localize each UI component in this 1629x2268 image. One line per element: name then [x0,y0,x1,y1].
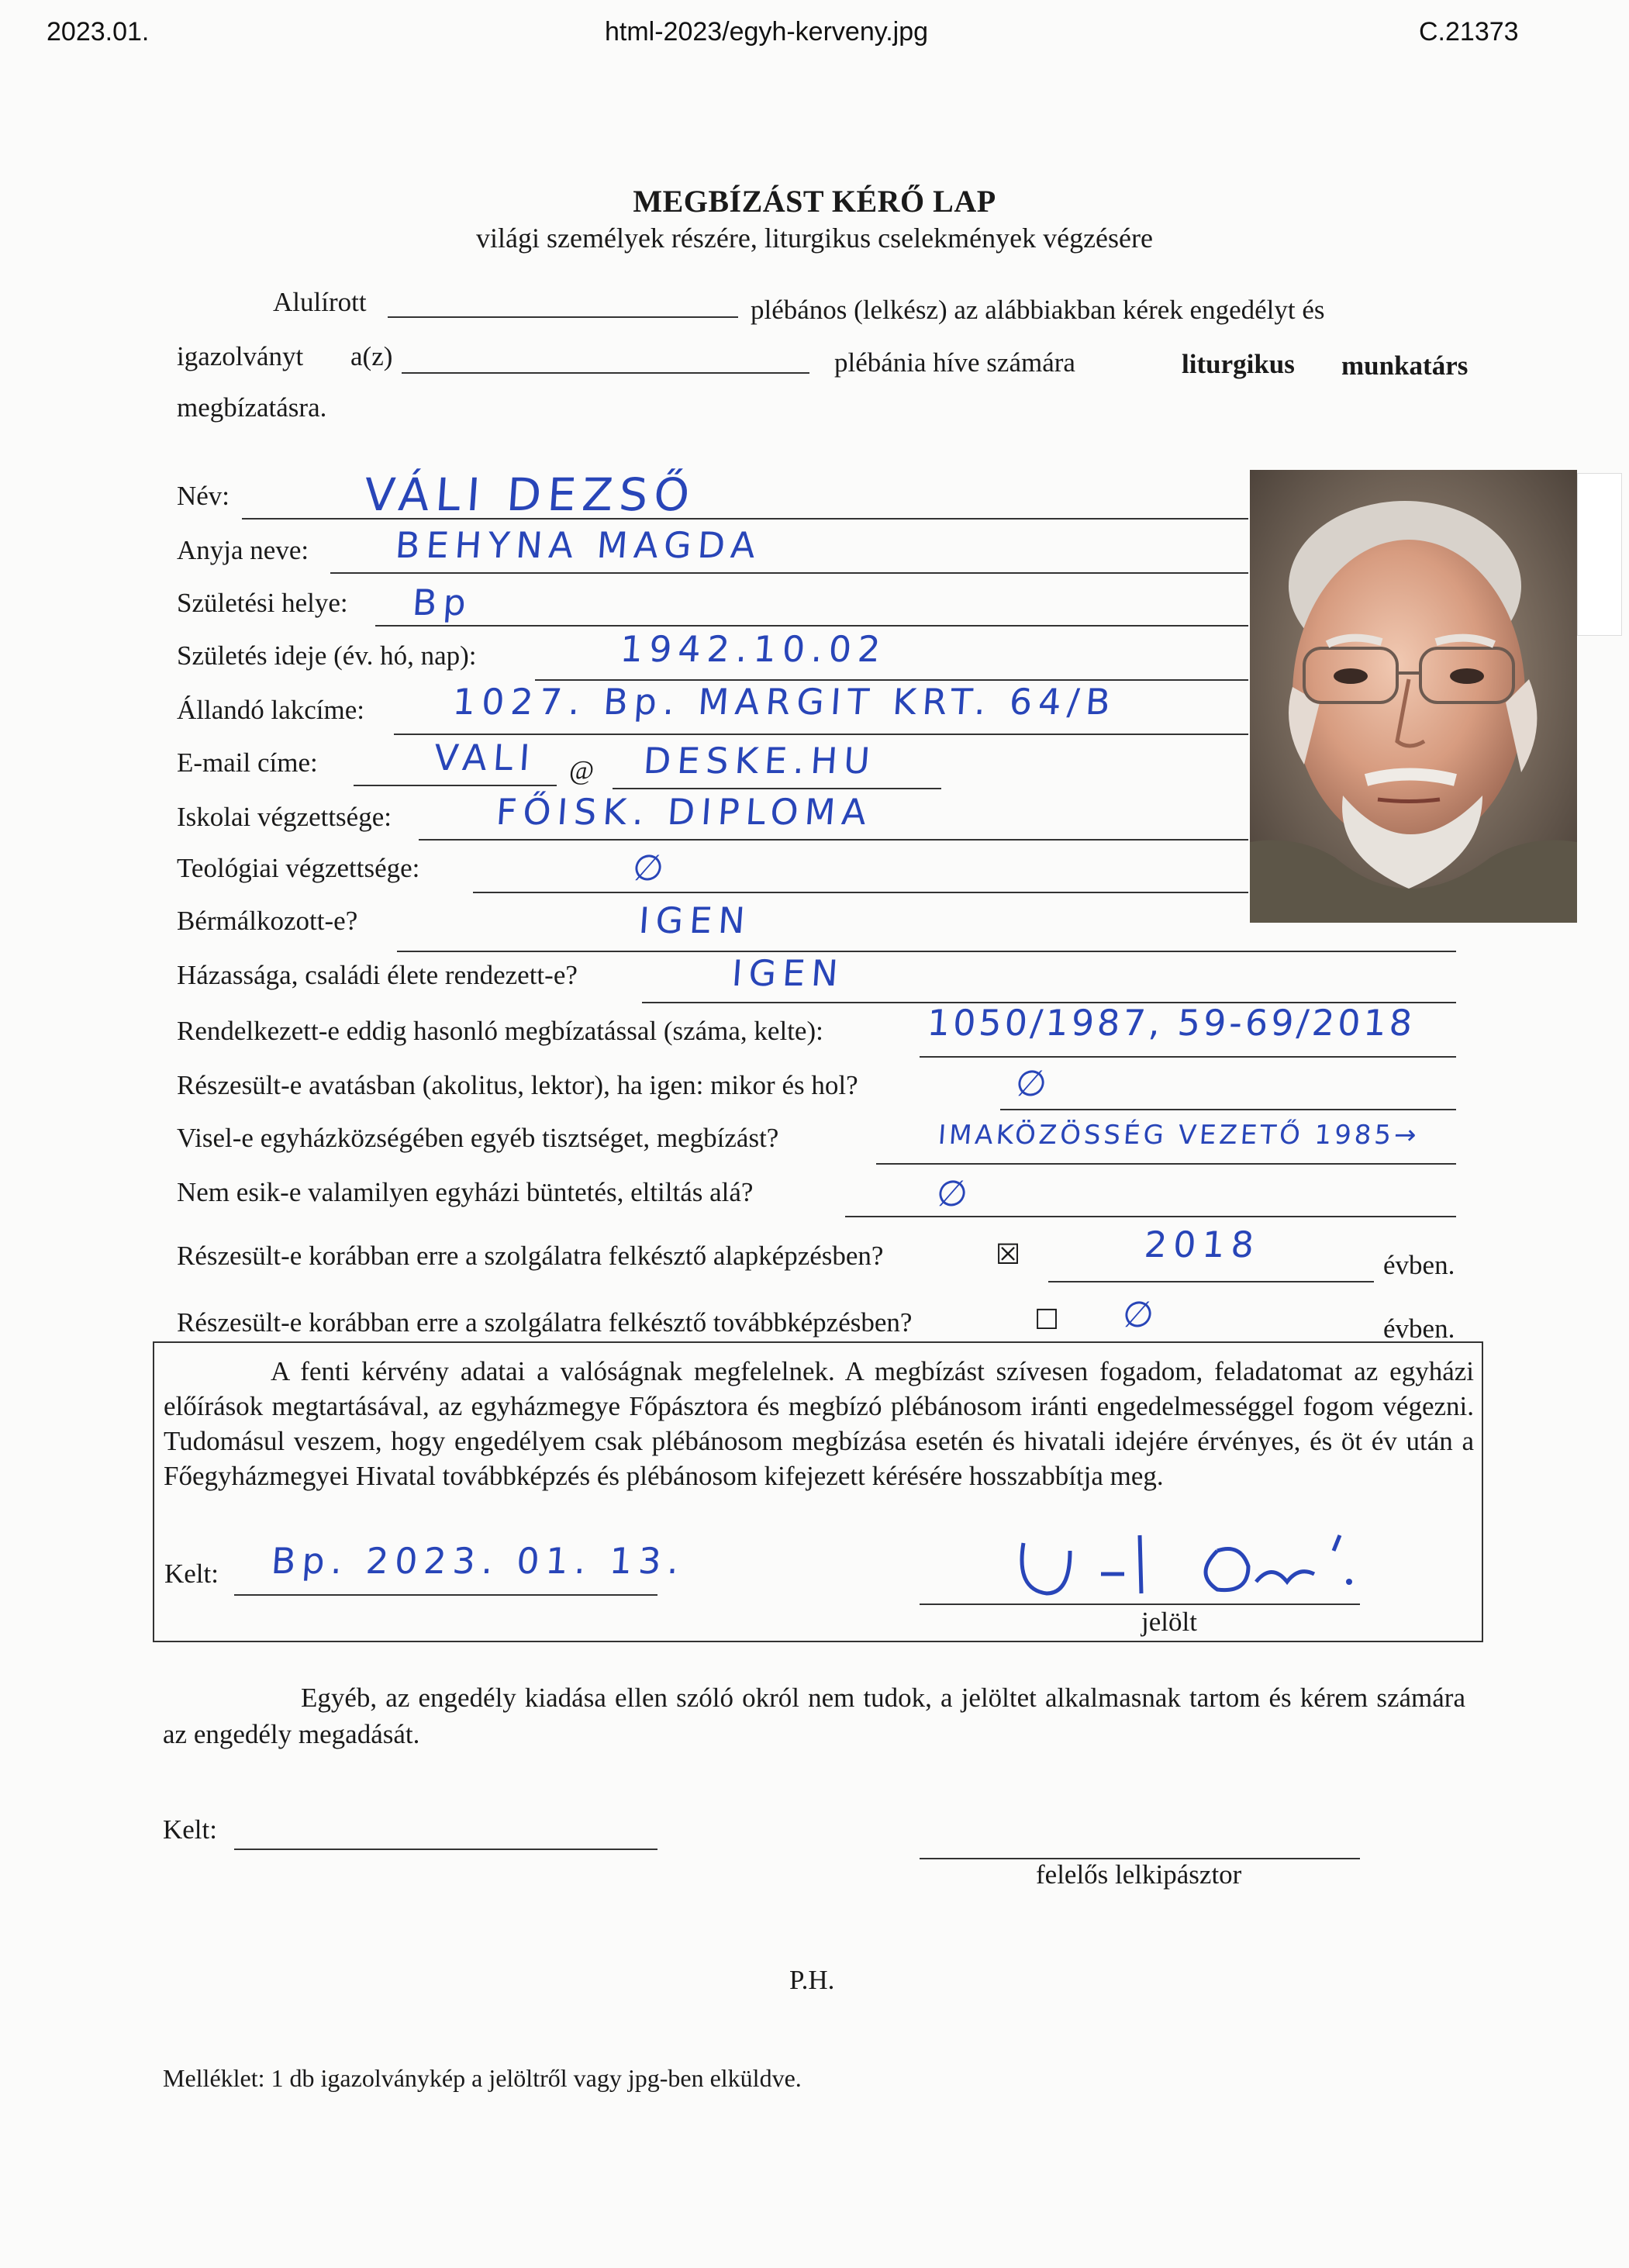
jelolt-signature [1008,1520,1396,1605]
kelt2-line[interactable] [234,1849,657,1850]
label-email: E-mail címe: [177,747,318,778]
kelt1-label: Kelt: [164,1559,219,1589]
label-anyja: Anyja neve: [177,535,309,565]
value-email-domain[interactable]: DESKE.HU [642,740,878,782]
value-nem-esik[interactable]: ∅ [935,1172,975,1214]
rendelkezett-line [920,1056,1456,1058]
header-code: C.21373 [1419,17,1519,47]
label-lakcim: Állandó lakcíme: [177,695,365,725]
melleklet-note: Melléklet: 1 db igazolványkép a jelöltről vagy jpg-ben elküldve. [163,2064,802,2092]
value-teologiai[interactable]: ∅ [631,847,671,889]
label-iskolai: Iskolai végzettsége: [177,802,392,832]
plebanos-name-line[interactable] [388,316,738,318]
szul-hely-line [375,625,1248,627]
value-visel[interactable]: IMAKÖZÖSSÉG VEZETŐ 1985→ [937,1120,1420,1151]
value-lakcim[interactable]: 1027. Bp. MARGIT KRT. 64/B [451,681,1118,723]
alapkepzes-line [1048,1281,1374,1282]
email-domain-line [613,788,941,789]
kelt1-value[interactable]: Bp. 2023. 01. 13. [270,1540,687,1582]
value-alapkepzes[interactable]: 2018 [1143,1224,1261,1265]
iskolai-line [419,839,1248,841]
label-rendelkezett: Rendelkezett-e eddig hasonló megbízatással (száma, kelte): [177,1016,823,1046]
felelos-label: felelős lelkipásztor [1036,1859,1242,1890]
visel-line [876,1163,1456,1165]
label-alapkepzes: Részesült-e korábban erre a szolgálatra felkésztő alapképzésben? [177,1241,884,1271]
label-nev: Név: [177,481,230,511]
intro-plebania-hive: plébánia híve számára [834,347,1075,378]
value-hazassag[interactable]: IGEN [730,952,846,994]
statement-text [153,1354,1474,1493]
value-email-user[interactable]: VALI [433,737,538,778]
value-iskolai[interactable]: FŐISK. DIPLOMA [495,791,874,833]
header-date: 2023.01. [47,17,150,47]
email-user-line [354,785,557,786]
photo-tab [1577,473,1622,636]
value-reszesult-avatas[interactable]: ∅ [1014,1062,1054,1104]
intro-igazolvanyt: igazolványt [177,341,304,371]
label-hazassag: Házassága, családi élete rendezett-e? [177,960,578,990]
intro-munkatars: munkatárs [1341,350,1469,381]
nem-esik-line [845,1216,1456,1217]
label-szul-hely: Születési helye: [177,588,348,618]
header-path: html-2023/egyh-kerveny.jpg [605,17,929,47]
value-rendelkezett[interactable]: 1050/1987, 59-69/2018 [926,1002,1417,1044]
label-bermalkozott: Bérmálkozott-e? [177,906,358,936]
value-szul-ido[interactable]: 1942.10.02 [619,628,889,670]
teologiai-line [473,892,1248,893]
lakcim-line [394,734,1248,735]
intro-megbizatasra: megbízatásra. [177,392,327,423]
value-szul-hely[interactable]: Bp [411,582,474,623]
recommendation-text: Egyéb, az engedély kiadása ellen szóló okról nem tudok, a jelöltet alkalmasnak tartom és kérem számára az engedély megadását. [163,1683,1465,1749]
intro-alulirott: Alulírott [273,287,367,317]
alapkepzes-suffix: évben. [1383,1250,1455,1280]
form-subtitle: világi személyek részére, liturgikus cselekmények végzésére [476,223,1153,254]
anyja-line [330,572,1248,574]
tovabbkepzes-checkbox[interactable]: ☐ [1034,1304,1060,1336]
ph-label: P.H. [789,1965,835,1995]
label-nem-esik: Nem esik-e valamilyen egyházi büntetés, eltiltás alá? [177,1177,754,1207]
alapkepzes-checkbox[interactable]: ☒ [996,1239,1021,1271]
label-reszesult-avatas: Részesült-e avatásban (akolitus, lektor), ha igen: mikor és hol? [177,1070,858,1100]
jelolt-label: jelölt [1141,1607,1197,1637]
kelt1-line [234,1594,657,1596]
email-at: @ [569,755,595,785]
reszesult-avatas-line [1000,1109,1456,1110]
kelt2-label: Kelt: [163,1814,217,1845]
intro-liturgikus: liturgikus [1182,349,1295,379]
value-bermalkozott[interactable]: IGEN [637,899,753,941]
plebania-name-line[interactable] [402,372,809,374]
label-tovabbkepzes: Részesült-e korábban erre a szolgálatra felkésztő továbbképzésben? [177,1307,913,1338]
label-szul-ido: Születés ideje (év. hó, nap): [177,640,477,671]
bermalkozott-line [397,951,1456,952]
intro-plebanos: plébános (lelkész) az alábbiakban kérek engedélyt és [751,295,1325,325]
value-nev[interactable]: VÁLI DEZSŐ [362,468,698,521]
tovabbkepzes-suffix: évben. [1383,1314,1455,1344]
intro-az: a(z) [350,341,393,371]
value-tovabbkepzes[interactable]: ∅ [1121,1293,1161,1335]
form-title: MEGBÍZÁST KÉRŐ LAP [633,184,996,219]
label-visel: Visel-e egyházközségében egyéb tisztséget, megbízást? [177,1123,779,1153]
value-anyja[interactable]: BEHYNA MAGDA [394,524,763,566]
id-photo [1250,470,1577,923]
label-teologiai: Teológiai végzettsége: [177,853,420,883]
statement-body: A fenti kérvény adatai a valóságnak megfelelnek. A megbízást szívesen fogadom, feladatomat az egyházi előírások megtartásával, az egyházmegye Főpásztora és megbízó plébánosom iránti engedelmességgel fogom végezni. Tudomásul veszem, hogy engedélyem csak plébánosom megbízása esetén és hivatali idejére érvényes, és öt év után a Főegyházmegyei Hivatal továbbképzés és plébánosom kifejezett kérésére hosszabbítja meg. [164,1356,1474,1491]
